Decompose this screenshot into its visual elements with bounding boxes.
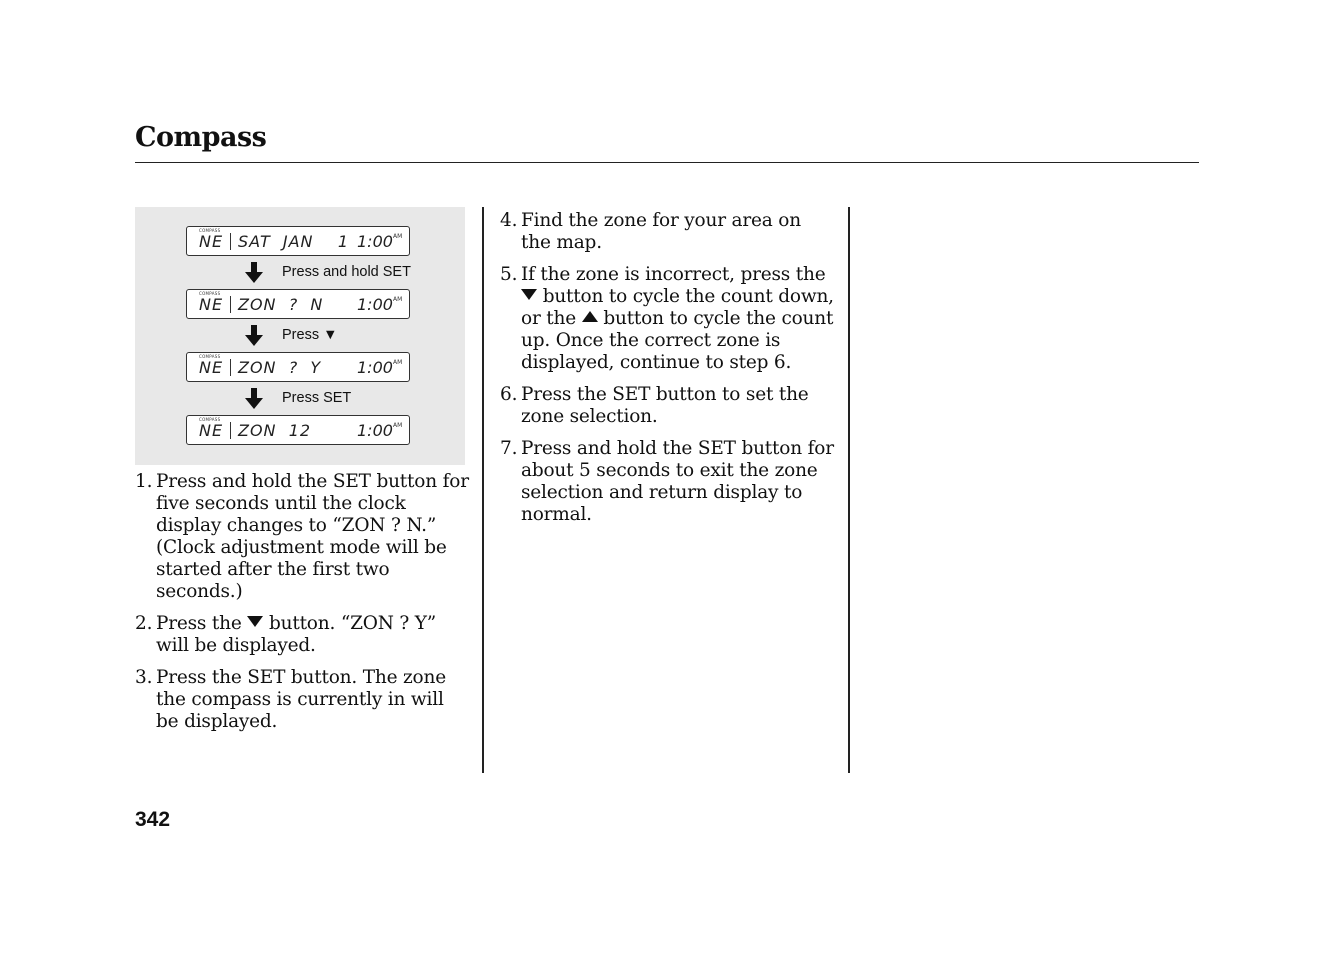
step-number: 5. bbox=[500, 264, 518, 285]
right-steps bbox=[500, 210, 834, 536]
step-text: If the zone is incorrect, press the bbox=[521, 264, 826, 285]
lcd-compass-label: COMPASS bbox=[199, 354, 221, 359]
step-text: button. “ZON ? Y” will be displayed. bbox=[156, 613, 437, 656]
lcd-separator bbox=[230, 359, 231, 376]
lcd-compass-label: COMPASS bbox=[199, 417, 221, 422]
lcd-compass-label: COMPASS bbox=[199, 228, 221, 233]
step-item bbox=[135, 667, 471, 733]
lcd-main-text: ZON ? Y bbox=[238, 358, 322, 377]
lcd-ampm: AM bbox=[393, 359, 403, 366]
step-item bbox=[500, 438, 834, 526]
lcd-main-text: ZON 12 bbox=[238, 421, 312, 440]
lcd-time: 1:00 bbox=[357, 358, 393, 377]
lcd-compass-label: COMPASS bbox=[199, 291, 221, 296]
step-item bbox=[500, 210, 834, 254]
step-item bbox=[500, 264, 834, 374]
step-label-press-down: Press ▼ bbox=[282, 327, 338, 343]
down-triangle-icon bbox=[521, 289, 537, 300]
step-text: Press and hold the SET button for about 5 seconds to exit the zone selection and return display to normal. bbox=[521, 438, 834, 525]
step-item bbox=[500, 384, 834, 428]
lcd-separator bbox=[230, 233, 231, 250]
display-figure bbox=[135, 207, 465, 465]
page-number: 342 bbox=[135, 808, 171, 831]
step-text: button to cycle the count up. Once the correct zone is displayed, continue to step 6. bbox=[521, 308, 834, 373]
lcd-time: 1:00 bbox=[357, 421, 393, 440]
lcd-main-text: SAT JAN 1 bbox=[238, 232, 350, 251]
step-item bbox=[135, 471, 471, 603]
down-triangle-icon bbox=[247, 616, 263, 627]
step-text: Find the zone for your area on the map. bbox=[521, 210, 801, 253]
step-text: Press the SET button. The zone the compass is currently in will be displayed. bbox=[156, 667, 446, 732]
lcd-main-text: ZON ? N bbox=[238, 295, 324, 314]
lcd-time: 1:00 bbox=[357, 232, 393, 251]
lcd-display-2 bbox=[186, 289, 410, 319]
lcd-ampm: AM bbox=[393, 296, 403, 303]
step-label-press-set: Press SET bbox=[282, 390, 352, 406]
step-label-hold-set: Press and hold SET bbox=[282, 264, 411, 280]
down-arrow-icon bbox=[244, 388, 264, 410]
column-divider-1 bbox=[482, 207, 484, 773]
lcd-direction: NE bbox=[199, 232, 224, 251]
step-text: button to cycle the count down, or the bbox=[521, 286, 834, 329]
lcd-separator bbox=[230, 296, 231, 313]
lcd-display-1 bbox=[186, 226, 410, 256]
step-number: 4. bbox=[500, 210, 518, 231]
page-title: Compass bbox=[135, 122, 267, 153]
lcd-ampm: AM bbox=[393, 233, 403, 240]
left-steps bbox=[135, 471, 471, 743]
column-divider-2 bbox=[848, 207, 850, 773]
step-number: 6. bbox=[500, 384, 518, 405]
down-arrow-icon bbox=[244, 262, 264, 284]
lcd-display-3 bbox=[186, 352, 410, 382]
step-number: 3. bbox=[135, 667, 153, 688]
step-text: Press and hold the SET button for five seconds until the clock display changes to “ZON ? N.” (Clock adjustment mode will be started after the first two seconds.) bbox=[156, 471, 469, 602]
title-rule bbox=[135, 162, 1199, 163]
step-item bbox=[135, 613, 471, 657]
step-text: Press the SET button to set the zone selection. bbox=[521, 384, 809, 427]
lcd-direction: NE bbox=[199, 421, 224, 440]
lcd-direction: NE bbox=[199, 295, 224, 314]
down-arrow-icon bbox=[244, 325, 264, 347]
lcd-direction: NE bbox=[199, 358, 224, 377]
step-number: 7. bbox=[500, 438, 518, 459]
step-text: Press the bbox=[156, 613, 242, 634]
lcd-separator bbox=[230, 422, 231, 439]
lcd-ampm: AM bbox=[393, 422, 403, 429]
lcd-display-4 bbox=[186, 415, 410, 445]
step-number: 2. bbox=[135, 613, 153, 634]
lcd-time: 1:00 bbox=[357, 295, 393, 314]
step-number: 1. bbox=[135, 471, 153, 492]
up-triangle-icon bbox=[582, 311, 598, 322]
